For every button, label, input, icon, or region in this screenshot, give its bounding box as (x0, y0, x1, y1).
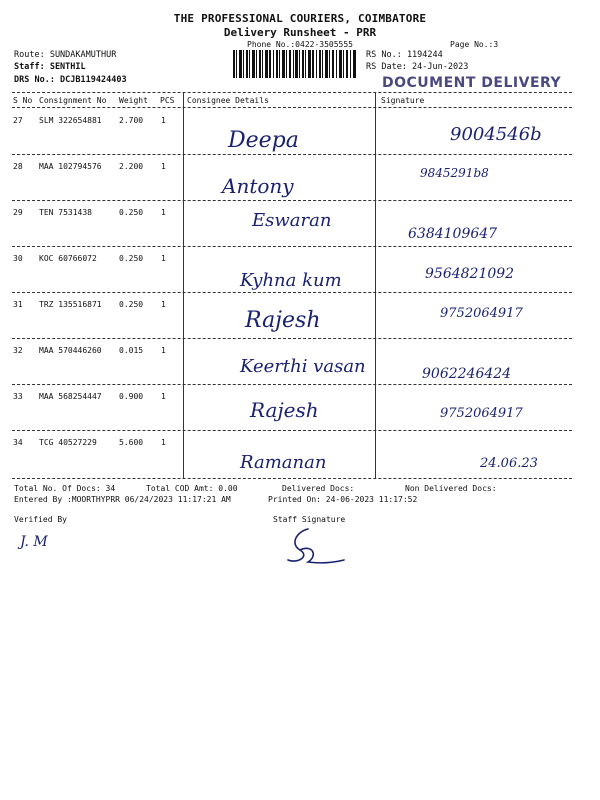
row-rule (12, 246, 572, 247)
row-rule (12, 384, 572, 385)
row-signature-handwriting: 6384109647 (408, 226, 498, 242)
rs-number: RS No.: 1194244 (366, 50, 443, 60)
row-pcs: 1 (161, 300, 166, 309)
column-header-sno: S No (13, 96, 33, 105)
row-weight: 2.200 (119, 162, 144, 171)
staff-signature-label: Staff Signature (273, 515, 346, 524)
row-rule (12, 430, 572, 431)
row-sno: 31 (13, 300, 23, 309)
row-sno: 34 (13, 438, 23, 447)
page-number: Page No.:3 (450, 40, 499, 49)
row-rule (12, 338, 572, 339)
row-consignee-handwriting: Antony (222, 174, 294, 198)
row-signature-handwriting: 9062246424 (422, 366, 512, 382)
row-pcs: 1 (161, 438, 166, 447)
row-consignment: MAA 568254447 (39, 392, 102, 401)
barcode-image (233, 50, 357, 78)
row-consignment: KOC 60766072 (39, 254, 97, 263)
row-signature-handwriting: 9845291b8 (420, 166, 489, 180)
row-consignment: TRZ 135516871 (39, 300, 102, 309)
row-weight: 0.250 (119, 300, 144, 309)
company-name: THE PROFESSIONAL COURIERS, COIMBATORE (173, 12, 427, 25)
row-weight: 0.250 (119, 208, 144, 217)
row-sno: 28 (13, 162, 23, 171)
row-pcs: 1 (161, 208, 166, 217)
row-weight: 0.900 (119, 392, 144, 401)
header-bottom-rule (12, 107, 572, 108)
row-signature-handwriting: 9752064917 (440, 406, 523, 421)
verified-by-label: Verified By (14, 515, 67, 524)
table-row (0, 162, 600, 208)
row-rule (12, 292, 572, 293)
row-sno: 33 (13, 392, 23, 401)
row-signature-handwriting: 9752064917 (440, 306, 523, 321)
phone-number: Phone No.:0422-3505555 (247, 40, 353, 49)
row-sno: 29 (13, 208, 23, 217)
rs-date: RS Date: 24-Jun-2023 (366, 62, 469, 72)
delivered-docs: Delivered Docs: (282, 484, 355, 493)
drs-number: DRS No.: DCJB119424403 (14, 75, 127, 85)
column-header-consignee: Consignee Details (187, 96, 269, 105)
row-weight: 0.015 (119, 346, 144, 355)
row-weight: 0.250 (119, 254, 144, 263)
table-row (0, 208, 600, 254)
row-weight: 2.700 (119, 116, 144, 125)
document-delivery-stamp: DOCUMENT DELIVERY (382, 75, 562, 91)
row-sno: 32 (13, 346, 23, 355)
column-header-consignment: Consignment No (39, 96, 107, 105)
row-consignee-handwriting: Rajesh (245, 308, 321, 333)
table-row (0, 116, 600, 162)
total-docs: Total No. Of Docs: 34 (14, 484, 116, 493)
document-title: Delivery Runsheet - PRR (223, 26, 377, 39)
row-pcs: 1 (161, 116, 166, 125)
row-pcs: 1 (161, 346, 166, 355)
row-consignee-handwriting: Rajesh (250, 398, 319, 422)
column-header-pcs: PCS (160, 96, 175, 105)
row-consignment: TEN 7531438 (39, 208, 92, 217)
row-rule (12, 200, 572, 201)
column-header-weight: Weight (119, 96, 148, 105)
staff-name: Staff: SENTHIL (14, 62, 86, 72)
row-consignment: TCG 40527229 (39, 438, 97, 447)
total-cod-amount: Total COD Amt: 0.00 (146, 484, 238, 493)
column-header-signature: Signature (381, 96, 425, 105)
row-consignment: SLM 322654881 (39, 116, 102, 125)
row-signature-handwriting: 24.06.23 (480, 456, 538, 471)
row-sno: 30 (13, 254, 23, 263)
row-weight: 5.600 (119, 438, 144, 447)
table-row (0, 300, 600, 346)
table-row (0, 254, 600, 300)
row-consignment: MAA 102794576 (39, 162, 102, 171)
row-consignment: MAA 570446260 (39, 346, 102, 355)
row-pcs: 1 (161, 162, 166, 171)
non-delivered-docs: Non Delivered Docs: (405, 484, 497, 493)
row-pcs: 1 (161, 392, 166, 401)
table-top-rule (12, 92, 572, 93)
row-consignee-handwriting: Kyhna kum (240, 270, 342, 291)
verified-by-initials: J. M (20, 534, 48, 550)
row-consignee-handwriting: Keerthi vasan (240, 356, 366, 377)
table-row (0, 392, 600, 438)
row-consignee-handwriting: Eswaran (252, 210, 332, 231)
row-sno: 27 (13, 116, 23, 125)
row-consignee-handwriting: Deepa (228, 128, 299, 153)
row-signature-handwriting: 9004546b (450, 124, 542, 145)
staff-signature-image (278, 526, 348, 568)
table-row (0, 346, 600, 392)
table-bottom-rule (12, 478, 572, 479)
route: Route: SUNDAKAMUTHUR (14, 50, 117, 60)
row-rule (12, 154, 572, 155)
row-pcs: 1 (161, 254, 166, 263)
printed-on: Printed On: 24-06-2023 11:17:52 (268, 495, 418, 504)
entered-by: Entered By :MOORTHYPRR 06/24/2023 11:17:21 AM (14, 495, 231, 504)
row-signature-handwriting: 9564821092 (425, 266, 515, 282)
row-consignee-handwriting: Ramanan (240, 452, 327, 473)
